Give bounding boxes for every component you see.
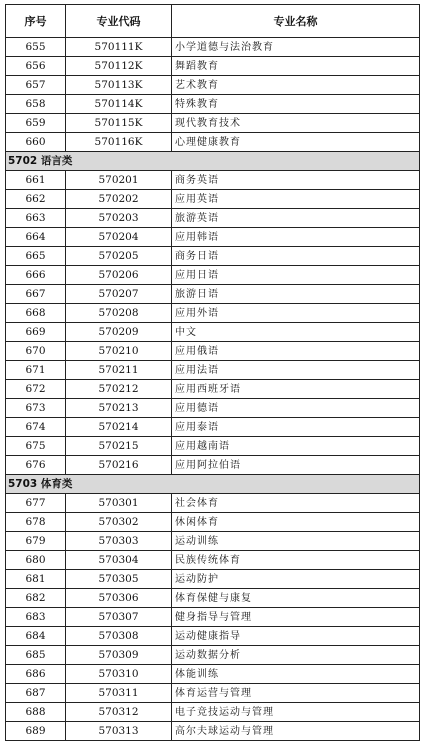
row-code: 570207	[66, 285, 172, 304]
table-row	[6, 646, 420, 665]
row-index: 666	[6, 266, 66, 285]
row-code: 570115K	[66, 114, 172, 133]
table-row	[6, 589, 420, 608]
row-code: 570215	[66, 437, 172, 456]
row-code: 570216	[66, 456, 172, 475]
table-row	[6, 133, 420, 152]
row-code: 570201	[66, 171, 172, 190]
row-index: 674	[6, 418, 66, 437]
table-row	[6, 76, 420, 95]
row-index: 669	[6, 323, 66, 342]
row-name: 民族传统体育	[172, 551, 420, 570]
row-index: 685	[6, 646, 66, 665]
table-row	[6, 513, 420, 532]
row-name: 应用德语	[172, 399, 420, 418]
table-row	[6, 361, 420, 380]
table-row	[6, 304, 420, 323]
row-name: 高尔夫球运动与管理	[172, 722, 420, 741]
category-row	[6, 152, 420, 171]
table-row	[6, 456, 420, 475]
category-label: 5703 体育类	[6, 475, 420, 494]
row-name: 旅游日语	[172, 285, 420, 304]
table-row	[6, 494, 420, 513]
row-code: 570308	[66, 627, 172, 646]
row-index: 655	[6, 38, 66, 57]
row-name: 社会体育	[172, 494, 420, 513]
row-code: 570309	[66, 646, 172, 665]
row-name: 商务日语	[172, 247, 420, 266]
table-row	[6, 551, 420, 570]
row-index: 656	[6, 57, 66, 76]
row-index: 665	[6, 247, 66, 266]
table-row	[6, 342, 420, 361]
row-code: 570114K	[66, 95, 172, 114]
row-index: 687	[6, 684, 66, 703]
row-code: 570112K	[66, 57, 172, 76]
row-index: 657	[6, 76, 66, 95]
table-row	[6, 684, 420, 703]
table-row	[6, 418, 420, 437]
row-name: 心理健康教育	[172, 133, 420, 152]
table-row	[6, 247, 420, 266]
table-row	[6, 171, 420, 190]
table-row	[6, 190, 420, 209]
row-code: 570304	[66, 551, 172, 570]
row-name: 应用英语	[172, 190, 420, 209]
row-index: 662	[6, 190, 66, 209]
row-index: 686	[6, 665, 66, 684]
row-name: 应用外语	[172, 304, 420, 323]
table-row	[6, 380, 420, 399]
row-name: 应用法语	[172, 361, 420, 380]
row-code: 570212	[66, 380, 172, 399]
row-name: 舞蹈教育	[172, 57, 420, 76]
table-row	[6, 437, 420, 456]
row-name: 应用日语	[172, 266, 420, 285]
row-name: 应用阿拉伯语	[172, 456, 420, 475]
table-row	[6, 399, 420, 418]
table-row	[6, 570, 420, 589]
row-name: 特殊教育	[172, 95, 420, 114]
row-name: 体育运营与管理	[172, 684, 420, 703]
row-index: 658	[6, 95, 66, 114]
row-code: 570113K	[66, 76, 172, 95]
table-body	[6, 38, 420, 741]
header-code: 专业代码	[66, 5, 172, 38]
table-row	[6, 532, 420, 551]
row-name: 现代教育技术	[172, 114, 420, 133]
major-catalog-table	[5, 4, 420, 741]
row-index: 661	[6, 171, 66, 190]
row-code: 570206	[66, 266, 172, 285]
row-code: 570307	[66, 608, 172, 627]
row-code: 570305	[66, 570, 172, 589]
category-label: 5702 语言类	[6, 152, 420, 171]
row-name: 电子竞技运动与管理	[172, 703, 420, 722]
table-row	[6, 608, 420, 627]
row-code: 570210	[66, 342, 172, 361]
row-index: 683	[6, 608, 66, 627]
row-code: 570202	[66, 190, 172, 209]
row-name: 应用越南语	[172, 437, 420, 456]
row-code: 570116K	[66, 133, 172, 152]
row-index: 682	[6, 589, 66, 608]
row-name: 旅游英语	[172, 209, 420, 228]
table-row	[6, 285, 420, 304]
table-row	[6, 209, 420, 228]
row-index: 671	[6, 361, 66, 380]
row-index: 663	[6, 209, 66, 228]
row-name: 运动健康指导	[172, 627, 420, 646]
row-code: 570303	[66, 532, 172, 551]
row-index: 677	[6, 494, 66, 513]
row-name: 应用韩语	[172, 228, 420, 247]
table-row	[6, 57, 420, 76]
row-index: 679	[6, 532, 66, 551]
row-code: 570211	[66, 361, 172, 380]
row-name: 小学道德与法治教育	[172, 38, 420, 57]
row-code: 570214	[66, 418, 172, 437]
table-row	[6, 95, 420, 114]
row-name: 中文	[172, 323, 420, 342]
row-index: 675	[6, 437, 66, 456]
row-code: 570205	[66, 247, 172, 266]
row-name: 商务英语	[172, 171, 420, 190]
row-index: 660	[6, 133, 66, 152]
row-code: 570306	[66, 589, 172, 608]
row-index: 678	[6, 513, 66, 532]
row-code: 570111K	[66, 38, 172, 57]
row-index: 667	[6, 285, 66, 304]
row-code: 570313	[66, 722, 172, 741]
table-row	[6, 114, 420, 133]
table-header-row	[6, 5, 420, 38]
row-index: 681	[6, 570, 66, 589]
row-name: 应用俄语	[172, 342, 420, 361]
row-name: 运动数据分析	[172, 646, 420, 665]
table-row	[6, 665, 420, 684]
row-code: 570203	[66, 209, 172, 228]
row-index: 684	[6, 627, 66, 646]
row-code: 570213	[66, 399, 172, 418]
row-name: 体育保健与康复	[172, 589, 420, 608]
row-name: 体能训练	[172, 665, 420, 684]
row-name: 运动训练	[172, 532, 420, 551]
table-row	[6, 703, 420, 722]
row-name: 艺术教育	[172, 76, 420, 95]
table-row	[6, 266, 420, 285]
table-row	[6, 38, 420, 57]
row-index: 659	[6, 114, 66, 133]
row-name: 健身指导与管理	[172, 608, 420, 627]
row-index: 672	[6, 380, 66, 399]
category-row	[6, 475, 420, 494]
row-code: 570302	[66, 513, 172, 532]
row-index: 689	[6, 722, 66, 741]
row-index: 664	[6, 228, 66, 247]
table-row	[6, 722, 420, 741]
row-code: 570209	[66, 323, 172, 342]
table-row	[6, 323, 420, 342]
header-name: 专业名称	[172, 5, 420, 38]
row-name: 运动防护	[172, 570, 420, 589]
row-code: 570312	[66, 703, 172, 722]
row-index: 668	[6, 304, 66, 323]
row-index: 676	[6, 456, 66, 475]
row-code: 570208	[66, 304, 172, 323]
table-row	[6, 228, 420, 247]
row-name: 休闲体育	[172, 513, 420, 532]
row-index: 670	[6, 342, 66, 361]
row-code: 570301	[66, 494, 172, 513]
row-code: 570310	[66, 665, 172, 684]
row-index: 688	[6, 703, 66, 722]
row-index: 673	[6, 399, 66, 418]
row-code: 570311	[66, 684, 172, 703]
row-index: 680	[6, 551, 66, 570]
row-code: 570204	[66, 228, 172, 247]
header-index: 序号	[6, 5, 66, 38]
table-row	[6, 627, 420, 646]
row-name: 应用泰语	[172, 418, 420, 437]
row-name: 应用西班牙语	[172, 380, 420, 399]
